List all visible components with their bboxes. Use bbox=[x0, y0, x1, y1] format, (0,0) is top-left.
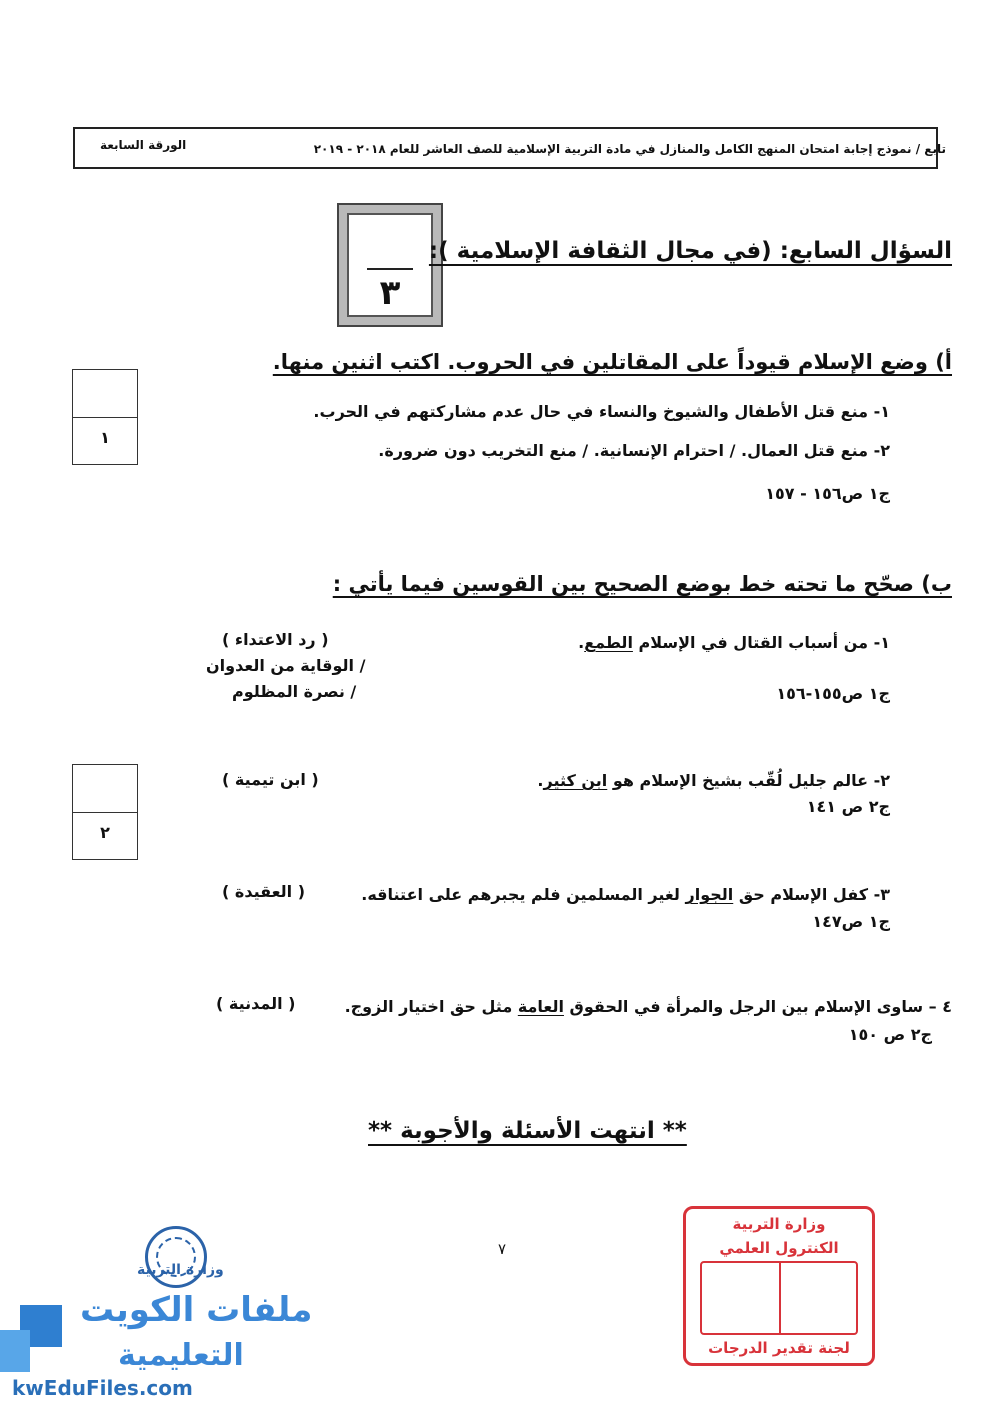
section-b-item-2: ٢- عالم جليل لُقّب بشيخ الإسلام هو ابن كثير. bbox=[537, 771, 890, 790]
section-b-item-2-answer: ( ابن تيمية ) bbox=[222, 770, 319, 789]
section-a-score: ١ bbox=[100, 428, 110, 447]
section-b-item-1: ١- من أسباب القتال في الإسلام الطمع. bbox=[578, 633, 890, 652]
section-b-item-4-answer: ( المدنية ) bbox=[216, 994, 296, 1013]
section-a-answer-1: ١- منع قتل الأطفال والشيوخ والنساء في حال عدم مشاركتهم في الحرب. bbox=[313, 402, 890, 421]
question-score-frame bbox=[337, 203, 443, 327]
sheet-label: الورقة السابعة bbox=[100, 138, 187, 152]
section-b-item-1-answer: ( رد الاعتداء ) bbox=[222, 630, 329, 649]
page-number: ٧ bbox=[498, 1240, 507, 1258]
section-b-score-box bbox=[72, 764, 138, 860]
section-b-item-4: ٤ – ساوى الإسلام بين الرجل والمرأة في الحقوق العامة مثل حق اختيار الزوج. bbox=[344, 997, 952, 1016]
section-b-item-3-reference: ج١ ص١٤٧ bbox=[812, 912, 890, 931]
section-a-score-box bbox=[72, 369, 138, 465]
question-title: السؤال السابع: (في مجال الثقافة الإسلامية ): bbox=[428, 238, 952, 264]
watermark-subtitle: التعليمية bbox=[118, 1338, 244, 1373]
watermark-square-icon-2 bbox=[0, 1330, 30, 1372]
underlined-term: الجوار bbox=[685, 885, 734, 904]
section-a-title: أ) وضع الإسلام قيوداً على المقاتلين في الحروب. اكتب اثنين منها. bbox=[272, 350, 952, 374]
underlined-term: العامة bbox=[517, 997, 564, 1016]
section-b-item-4-reference: ج٢ ص ١٥٠ bbox=[848, 1025, 932, 1044]
section-b-item-3: ٣- كفل الإسلام حق الجوار لغير المسلمين فلم يجبرهم على اعتناقه. bbox=[361, 885, 890, 904]
underlined-term: الطمع bbox=[584, 633, 633, 652]
header-title: تابع / نموذج إجابة امتحان المنهج الكامل والمنازل في مادة التربية الإسلامية للصف العاشر للعام ٢٠١٨ - ٢٠١٩ bbox=[313, 142, 946, 156]
section-b-item-1-answer-alt-1: / الوقاية من العدوان bbox=[206, 656, 366, 675]
question-total-score: ٣ bbox=[379, 273, 401, 313]
underlined-term: ابن كثير bbox=[543, 771, 608, 790]
ministry-emblem-icon bbox=[145, 1226, 207, 1288]
section-b-item-1-reference: ج١ ص١٥٥-١٥٦ bbox=[776, 684, 890, 703]
open-book-icon bbox=[700, 1261, 858, 1335]
section-a-answer-2: ٢- منع قتل العمال. / احترام الإنسانية. / منع التخريب دون ضرورة. bbox=[378, 441, 890, 460]
section-b-score: ٢ bbox=[100, 823, 110, 842]
watermark-title: ملفات الكويت bbox=[80, 1290, 313, 1330]
section-b-item-1-answer-alt-2: / نصرة المظلوم bbox=[232, 682, 357, 701]
section-b-title: ب) صحّح ما تحته خط بوضع الصحيح بين القوسين فيما يأتي : bbox=[332, 572, 952, 596]
section-b-item-2-reference: ج٢ ص ١٤١ bbox=[806, 797, 890, 816]
end-of-questions: ** انتهت الأسئلة والأجوبة ** bbox=[368, 1118, 687, 1144]
watermark-url: kwEduFiles.com bbox=[12, 1376, 193, 1400]
section-b-item-3-answer: ( العقيدة ) bbox=[222, 882, 306, 901]
control-committee-stamp: وزارة التربية الكنترول العلمي لجنة تقدير الدرجات bbox=[683, 1206, 875, 1366]
ministry-label: وزارة التربية bbox=[137, 1262, 224, 1278]
section-a-reference: ج١ ص١٥٦ - ١٥٧ bbox=[765, 484, 890, 503]
